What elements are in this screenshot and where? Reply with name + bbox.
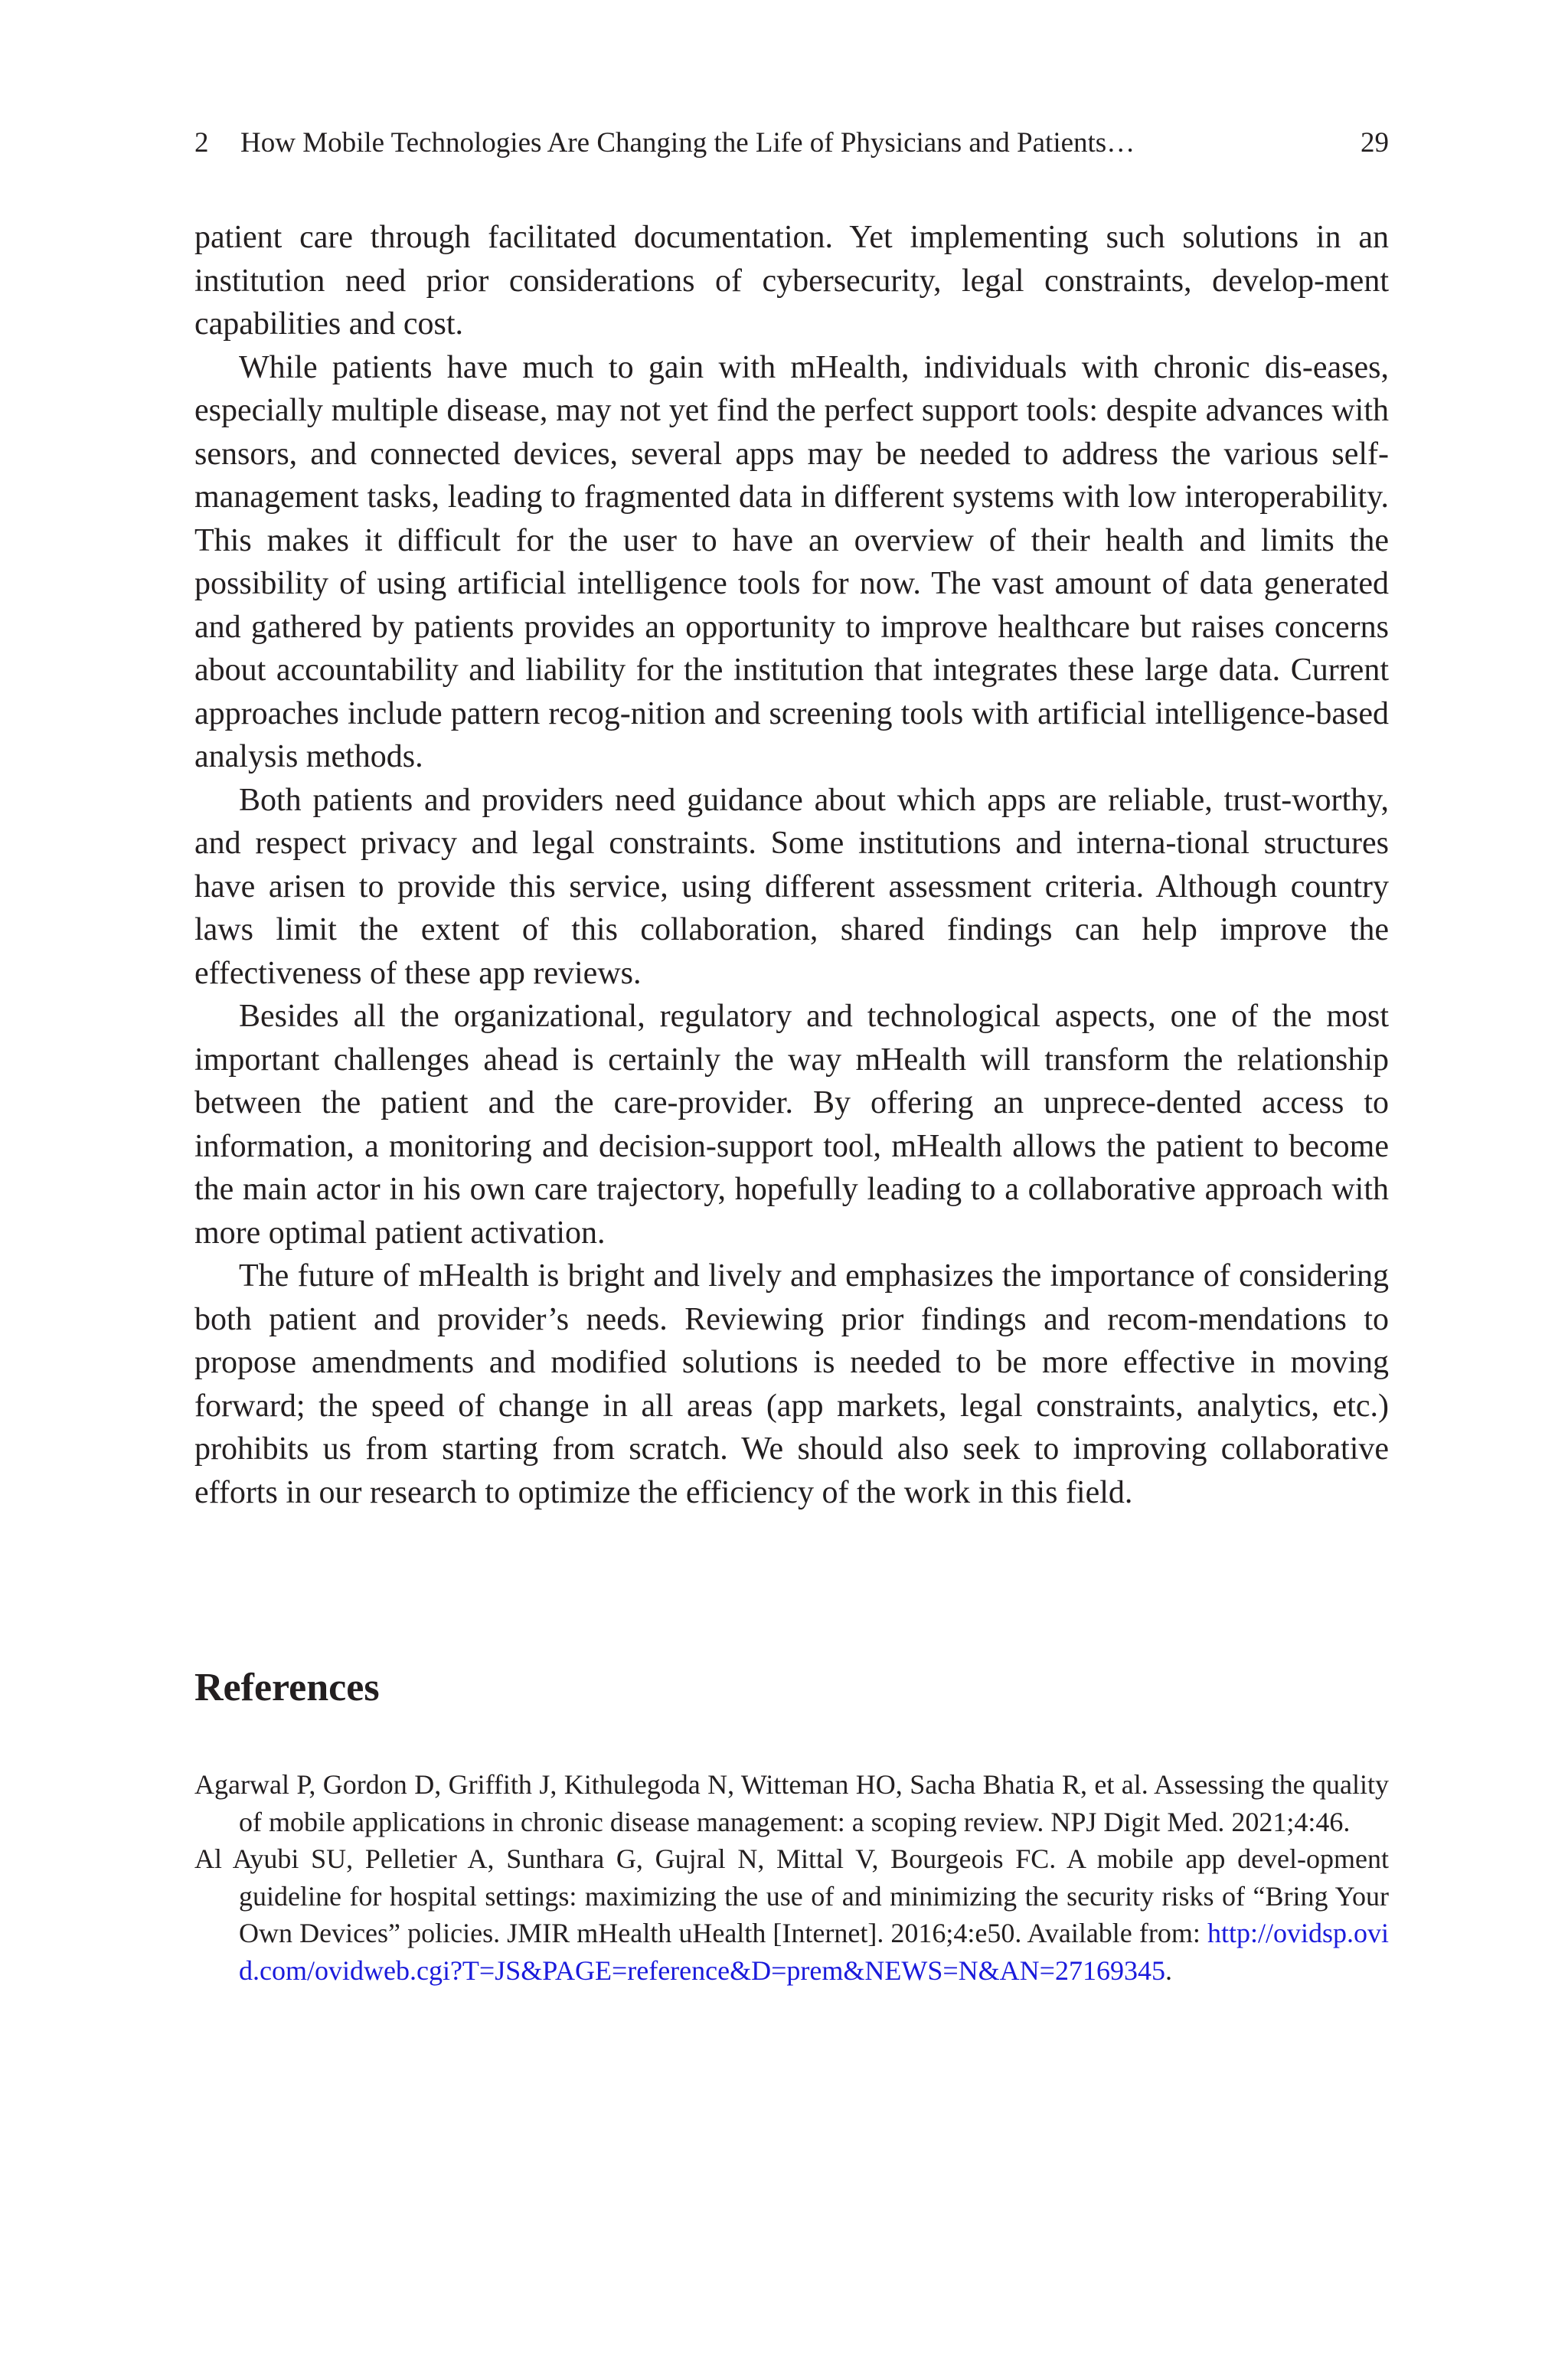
page-number: 29 bbox=[1361, 127, 1389, 159]
paragraph: While patients have much to gain with mHealth, individuals with chronic dis-eases, especially multiple disease, may not yet find the perfect support tools: despite advances with sensors, and connected devices, several apps may be needed to address the various self-management tasks, leading to fragmented data in different systems with low interoperability. This makes it difficult for the user to have an overview of their health and limits the possibility of using artificial intelligence tools for now. The vast amount of data generated and gathered by patients provides an opportunity to improve healthcare but raises concerns about accountability and liability for the institution that integrates these large data. Current approaches include pattern recog-nition and screening tools with artificial intelligence-based analysis methods. bbox=[194, 349, 1389, 774]
chapter-title: How Mobile Technologies Are Changing the Life of Physicians and Patients… bbox=[240, 127, 1135, 159]
reference-link[interactable]: http://ovidsp.ovid.com/ovidweb.cgi?T=JS&PAGE=reference&D=prem&NEWS=N&AN=27169345 bbox=[239, 1918, 1389, 1986]
paragraph: patient care through facilitated documentation. Yet implementing such solutions in an institution need prior considerations of cybersecurity, legal constraints, develop-ment capabilities and cost. bbox=[194, 220, 1389, 342]
reference-text: Agarwal P, Gordon D, Griffith J, Kithulegoda N, Witteman HO, Sacha Bhatia R, et al. Assessing the quality of mobile applications in chronic disease management: a scoping review. NPJ Digit Med. 2021;4:46. bbox=[194, 1769, 1389, 1837]
paragraph: The future of mHealth is bright and lively and emphasizes the importance of considering both patient and provider’s needs. Reviewing prior findings and recom-mendations to propose amendments and modified solutions is needed to be more effective in moving forward; the speed of change in all areas (app markets, legal constraints, analytics, etc.) prohibits us from starting from scratch. We should also seek to improving collaborative efforts in our research to optimize the efficiency of the work in this field. bbox=[194, 1258, 1389, 1510]
paragraph: Besides all the organizational, regulatory and technological aspects, one of the most important challenges ahead is certainly the way mHealth will transform the relationship between the patient and the care-provider. By offering an unprece-dented access to information, a monitoring and decision-support tool, mHealth allows the patient to become the main actor in his own care trajectory, hopefully leading to a collaborative approach with more optimal patient activation. bbox=[194, 999, 1389, 1251]
references-list bbox=[194, 1766, 1389, 1989]
reference-item bbox=[194, 1766, 1389, 1840]
reference-item bbox=[194, 1840, 1389, 1989]
body-text bbox=[194, 216, 1389, 1514]
reference-suffix: . bbox=[1165, 1954, 1172, 1986]
references-heading: References bbox=[194, 1666, 380, 1709]
running-header bbox=[194, 124, 1389, 162]
reference-text: Al Ayubi SU, Pelletier A, Sunthara G, Gujral N, Mittal V, Bourgeois FC. A mobile app devel-opment guideline for hospital settings: maximizing the use of and minimizing the security risks of “Bring Your Own Devices” policies. JMIR mHealth uHealth [Internet]. 2016;4:e50. Available from: bbox=[194, 1843, 1389, 1948]
paragraph: Both patients and providers need guidance about which apps are reliable, trust-worthy, and respect privacy and legal constraints. Some institutions and interna-tional structures have arisen to provide this service, using different assessment criteria. Although country laws limit the extent of this collaboration, shared findings can help improve the effectiveness of these app reviews. bbox=[194, 782, 1389, 991]
chapter-number: 2 bbox=[194, 127, 209, 159]
